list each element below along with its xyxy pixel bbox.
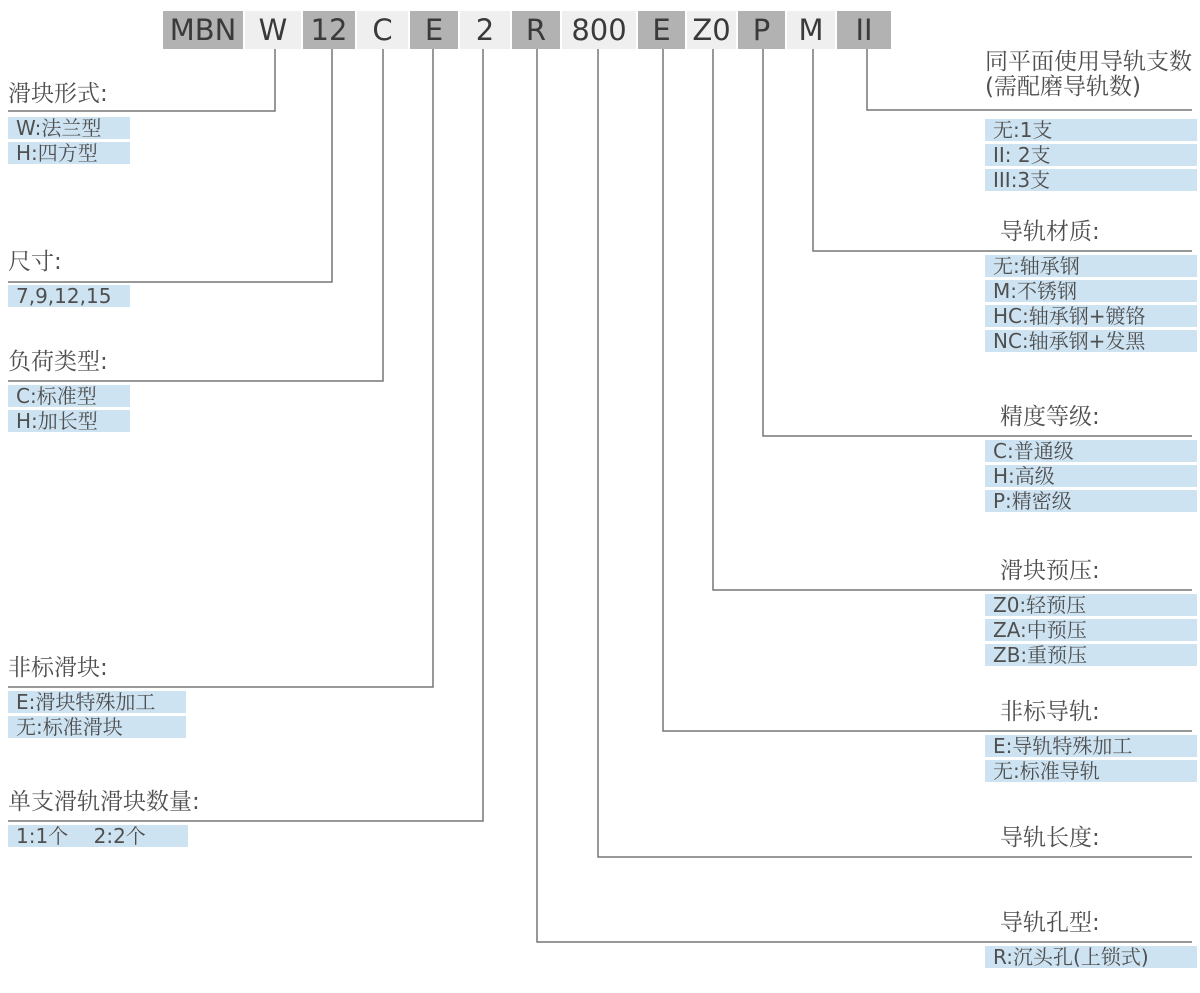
model-code-bar	[163, 11, 891, 49]
option-item: H:加长型	[8, 410, 130, 432]
code-segment-nonstd-slider: E	[410, 11, 458, 49]
option-list	[985, 735, 1197, 782]
option-list	[985, 594, 1197, 666]
option-list	[8, 385, 130, 432]
option-item: 7,9,12,15	[8, 285, 130, 307]
code-segment-preload: Z0	[687, 11, 736, 49]
section-title: 导轨孔型:	[1000, 910, 1100, 936]
code-segment-rail-material: M	[787, 11, 835, 49]
option-item: ZB:重预压	[985, 644, 1197, 666]
section-title: 导轨长度:	[1000, 825, 1100, 851]
option-item: 无:1支	[985, 119, 1197, 141]
option-list	[985, 946, 1197, 968]
section-title: 精度等级:	[1000, 404, 1100, 430]
section-title: 同平面使用导轨支数	[985, 49, 1192, 75]
option-item: II: 2支	[985, 144, 1197, 166]
section-nonstd-slider	[8, 656, 186, 738]
code-segment-size: 12	[303, 11, 355, 49]
option-item: C:标准型	[8, 385, 130, 407]
section-title: 单支滑轨滑块数量:	[8, 789, 200, 815]
option-list	[985, 119, 1197, 191]
option-item: HC:轴承钢+镀铬	[985, 305, 1197, 327]
section-subtitle: (需配磨导轨数)	[985, 74, 1141, 100]
option-list	[8, 691, 186, 738]
section-title: 非标导轨:	[1000, 699, 1100, 725]
option-item: ZA:中预压	[985, 619, 1197, 641]
section-nonstd-rail	[985, 700, 1197, 782]
code-segment-slider-form: W	[245, 11, 301, 49]
option-item: E:滑块特殊加工	[8, 691, 186, 713]
section-title: 负荷类型:	[8, 349, 108, 375]
section-title: 非标滑块:	[8, 655, 108, 681]
option-list	[8, 825, 188, 847]
code-segment-slider-count: 2	[460, 11, 510, 49]
option-list	[985, 255, 1197, 352]
code-segment-nonstd-rail: E	[638, 11, 685, 49]
option-item: Z0:轻预压	[985, 594, 1197, 616]
option-item: NC:轴承钢+发黑	[985, 330, 1197, 352]
section-slider-count	[8, 790, 200, 847]
section-rail-material	[985, 220, 1197, 352]
option-list	[8, 285, 130, 307]
option-item: W:法兰型	[8, 117, 130, 139]
option-item: 无:标准导轨	[985, 760, 1197, 782]
option-item: E:导轨特殊加工	[985, 735, 1197, 757]
section-title: 尺寸:	[8, 249, 62, 275]
option-item: H:四方型	[8, 142, 130, 164]
option-item: M:不锈钢	[985, 280, 1197, 302]
code-segment-rail-length: 800	[562, 11, 636, 49]
code-segment-series: MBN	[163, 11, 243, 49]
code-segment-hole-type: R	[512, 11, 560, 49]
option-list	[8, 117, 130, 164]
option-item: 1:1个 2:2个	[8, 825, 188, 847]
option-list	[985, 440, 1197, 512]
section-load-type	[8, 350, 130, 432]
option-item: C:普通级	[985, 440, 1197, 462]
section-preload	[985, 559, 1197, 666]
code-segment-rail-count: II	[837, 11, 891, 49]
option-item: P:精密级	[985, 490, 1197, 512]
option-item: H:高级	[985, 465, 1197, 487]
code-segment-precision: P	[738, 11, 785, 49]
option-item: R:沉头孔(上锁式)	[985, 946, 1197, 968]
section-precision	[985, 405, 1197, 512]
section-title: 滑块形式:	[8, 81, 108, 107]
section-slider-form	[8, 82, 130, 164]
section-hole-type	[985, 911, 1197, 968]
section-title: 滑块预压:	[1000, 558, 1100, 584]
option-item: III:3支	[985, 169, 1197, 191]
section-rail-count	[985, 50, 1197, 191]
section-size	[8, 250, 130, 307]
option-item: 无:轴承钢	[985, 255, 1197, 277]
option-item: 无:标准滑块	[8, 716, 186, 738]
section-rail-length	[985, 826, 1197, 851]
code-segment-load-type: C	[357, 11, 408, 49]
section-title: 导轨材质:	[1000, 219, 1100, 245]
